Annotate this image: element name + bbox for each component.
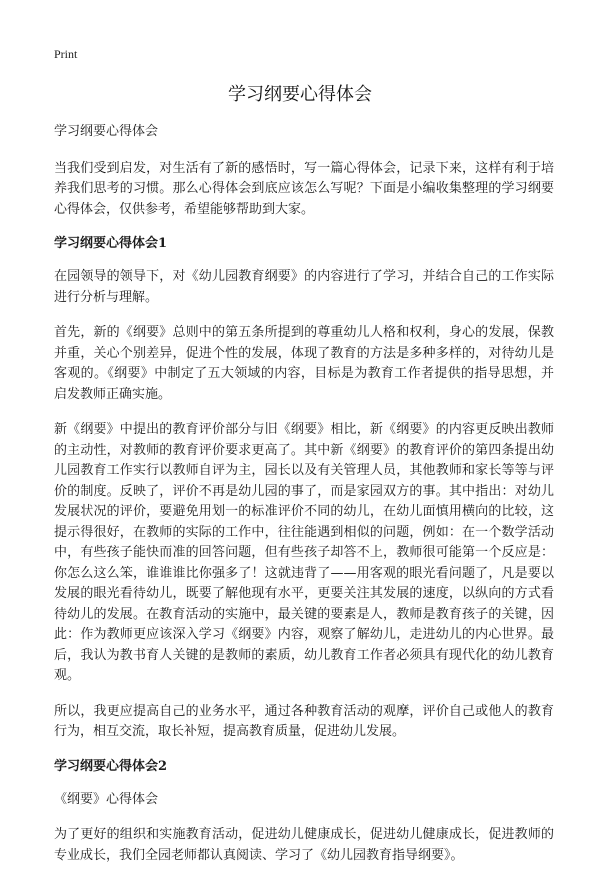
article-subtitle: 学习纲要心得体会 bbox=[54, 124, 159, 139]
section2-paragraph: 为了更好的组织和实施教育活动，促进幼儿健康成长，促进幼儿健康成长，促进教师的专业成长，我们全园老师都认真阅读、学习了《幼儿园教育指导纲要》。 bbox=[54, 827, 554, 863]
section1-paragraph: 在园领导的领导下，对《幼儿园教育纲要》的内容进行了学习，并结合自己的工作实际进行分析与理解。 bbox=[54, 269, 554, 305]
intro-paragraph: 当我们受到启发，对生活有了新的感悟时，写一篇心得体会，记录下来，这样有利于培养我们思考的习惯。那么心得体会到底应该怎么写呢？下面是小编收集整理的学习纲要心得体会，仅供参考，希望能够帮助到大家。 bbox=[54, 160, 554, 217]
article-body bbox=[54, 122, 554, 881]
section1-paragraph: 所以，我更应提高自己的业务水平，通过各种教育活动的观摩，评价自己或他人的教育行为，相互交流，取长补短，提高教育质量，促进幼儿发展。 bbox=[54, 703, 554, 739]
section2-paragraph: 《纲要》心得体会 bbox=[54, 791, 159, 807]
section-heading-2: 学习纲要心得体会2 bbox=[54, 758, 168, 774]
print-link[interactable]: Print bbox=[54, 47, 78, 61]
section1-paragraph: 首先，新的《纲要》总则中的第五条所提到的尊重幼儿人格和权利，身心的发展，保教并重，关心个别差异，促进个性的发展，体现了教育的方法是多种多样的，对待幼儿是客观的。《纲要》中制定了五大领域的内容，目标是为教育工作者提供的指导思想，并启发教师正确实施。 bbox=[54, 325, 554, 402]
section1-paragraph: 新《纲要》中提出的教育评价部分与旧《纲要》相比，新《纲要》的内容更反映出教师的主动性，对教师的教育评价要求更高了。其中新《纲要》的教育评价的第四条提出幼儿园教育工作实行以教师自评为主，园长以及有关管理人员，其他教师和家长等等与评价的制度。反映了，评价不再是幼儿园的事了，而是家园双方的事。其中指出：对幼儿发展状况的评价，要避免用划一的标准评价不同的幼儿，在幼儿面慎用横向的比较，这提示得很好，在教师的实际的工作中，往往能遇到相似的问题，例如：在一个数学活动中，有些孩子能快而准的回答问题，但有些孩子却答不上，教师很可能第一个反应是：你怎么这么笨，谁谁谁比你强多了！这就违背了——用客观的眼光看问题了，凡是要以发展的眼光看待幼儿，既要了解他现有水平，更要关注其发展的速度，以纵向的方式看待幼儿的发展。在教育活动的实施中，最关键的要素是人，教师是教育孩子的关键，因此：作为教师更应该深入学习《纲要》内容，观察了解幼儿，走进幼儿的内心世界。最后，我认为教书育人关键的是教师的素质，幼儿教育工作者必须具有现代化的幼儿教育观。 bbox=[54, 422, 554, 683]
section-heading-1: 学习纲要心得体会1 bbox=[54, 236, 168, 251]
page-title: 学习纲要心得体会 bbox=[228, 84, 372, 105]
